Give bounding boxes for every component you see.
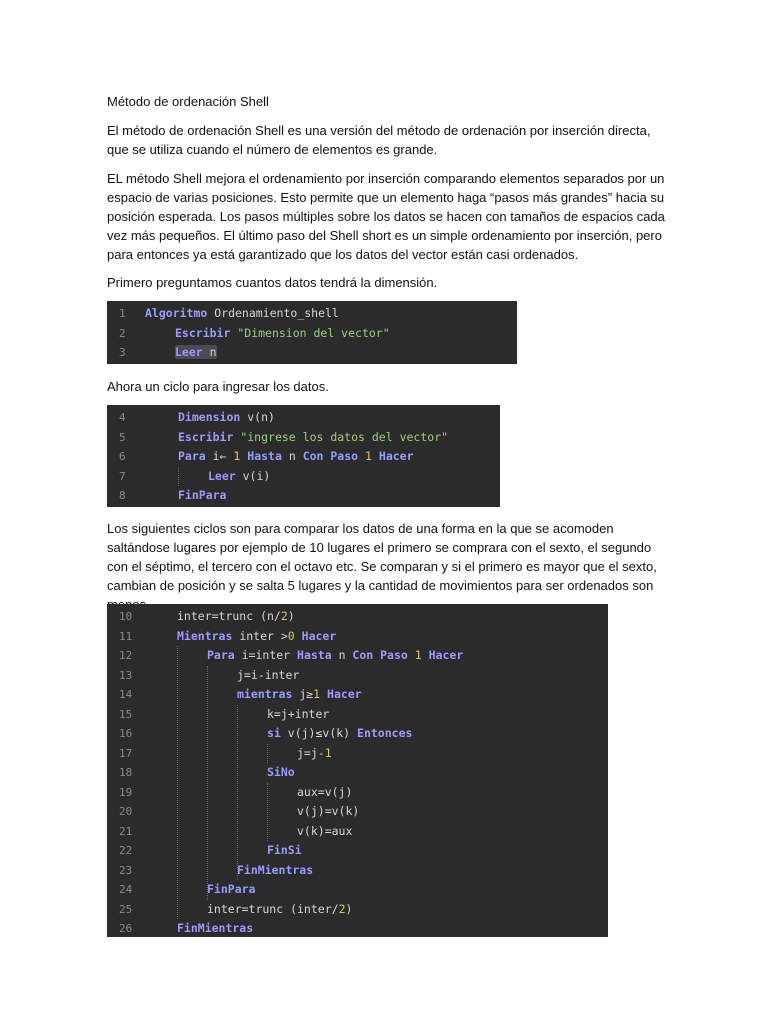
code-line (107, 324, 517, 344)
line-number: 19 (119, 785, 133, 799)
code-line (107, 880, 608, 900)
code-line (107, 627, 608, 647)
code-line (107, 447, 500, 467)
code-line (107, 802, 608, 822)
code-text: v(j)=v(k) (297, 804, 360, 818)
code-line (107, 900, 608, 920)
paragraph-first-step: Primero preguntamos cuantos datos tendrá la dimensión. (107, 275, 438, 290)
code-line (107, 428, 500, 448)
code-line (107, 467, 500, 487)
paragraph-comparison: Los siguientes ciclos son para comparar los datos de una forma en la que se acomoden saltándose lugares por ejemplo de 10 lugares el primero se comprara con el sexto, el segundo con el séptimo, el tercero con el octavo etc. Se comparan y si el primero es mayor que el sexto, cambian de posición y se salta 5 lugares y la cantidad de movimientos para ser ordenados son (107, 521, 657, 593)
line-number: 10 (119, 610, 133, 623)
code-text: FinSi (267, 843, 302, 857)
code-block-3 (107, 604, 608, 937)
code-line (107, 705, 608, 725)
line-number: 3 (119, 346, 126, 359)
code-line (107, 607, 608, 627)
line-number: 5 (119, 430, 126, 444)
line-number: 18 (119, 766, 133, 779)
code-text: j=i-inter (237, 667, 300, 682)
line-number: 16 (119, 727, 133, 740)
code-text: FinPara (178, 488, 227, 502)
code-text: Para i← 1 Hasta n Con Paso 1 Hacer (178, 449, 414, 463)
line-number: 11 (119, 629, 133, 643)
paragraph-description: EL método Shell mejora el ordenamiento por inserción comparando elementos separados por un espacio de varias posiciones. Esto permite que un elemento haga “pasos más grandes” hacia su posición esperada. Los pasos múltiples sobre los datos se hacen con tamaños de espacios cada vez más pequeños. El último paso del Shell short es un simple ordenamiento por inserción, pero para entonces ya está garantizado que los datos del vector están casi ordenados. (107, 171, 665, 262)
code-line (107, 408, 500, 428)
code-line (107, 685, 608, 705)
code-text: FinPara (207, 882, 256, 896)
code-line (107, 919, 608, 939)
code-text: Escribir "ingrese los datos del vector" (178, 429, 449, 444)
code-text: Escribir "Dimension del vector" (175, 325, 390, 340)
code-text: Algoritmo Ordenamiento_shell (145, 306, 339, 320)
line-number: 23 (119, 863, 133, 877)
code-text: si v(j)≤v(k) Entonces (267, 726, 413, 740)
code-text: Leer v(i) (208, 468, 271, 483)
code-line (107, 822, 608, 842)
code-line (107, 724, 608, 744)
code-line (107, 343, 517, 363)
line-number: 21 (119, 824, 133, 838)
code-line (107, 861, 608, 881)
line-number: 15 (119, 707, 133, 721)
code-text: aux=v(j) (297, 784, 353, 799)
code-text: FinMientras (237, 862, 314, 877)
code-text: mientras j≥1 Hacer (237, 687, 362, 701)
indent-guide (267, 783, 268, 842)
code-line (107, 646, 608, 666)
line-number: 22 (119, 844, 133, 857)
indent-guide (267, 744, 268, 764)
line-number: 6 (119, 450, 126, 463)
code-line (107, 666, 608, 686)
line-number: 25 (119, 902, 133, 916)
line-number: 20 (119, 805, 133, 818)
code-block-2 (107, 405, 500, 507)
code-text: FinMientras (177, 921, 254, 935)
line-number: 4 (119, 411, 126, 424)
code-text: Para i=inter Hasta n Con Paso 1 Hacer (207, 648, 464, 662)
line-number: 2 (119, 326, 126, 340)
code-line (107, 486, 500, 506)
code-text: v(k)=aux (297, 823, 353, 838)
paragraph-intro: El método de ordenación Shell es una versión del método de ordenación por inserción directa, que se utiliza cuando el número de elementos es grande. (107, 123, 651, 157)
line-number: 7 (119, 469, 126, 483)
line-number: 12 (119, 649, 133, 662)
code-text: Mientras inter >0 Hacer (177, 628, 337, 643)
indent-guide (178, 467, 179, 487)
code-text: k=j+inter (267, 706, 330, 721)
line-number: 24 (119, 883, 133, 896)
code-text: SiNo (267, 765, 295, 779)
code-line (107, 744, 608, 764)
line-number: 14 (119, 688, 133, 701)
code-line (107, 304, 517, 324)
code-text: Dimension v(n) (178, 410, 275, 424)
indent-guide (237, 705, 238, 881)
code-block-1 (107, 301, 517, 364)
line-number: 26 (119, 922, 133, 935)
line-number: 13 (119, 668, 133, 682)
code-text: inter=trunc (inter/2) (207, 901, 353, 916)
code-text: Leer n (175, 345, 217, 359)
code-line (107, 841, 608, 861)
line-number: 17 (119, 746, 133, 760)
code-line (107, 783, 608, 803)
document-title: Método de ordenación Shell (107, 94, 269, 109)
code-text: inter=trunc (n/2) (177, 609, 295, 623)
indent-guide (177, 646, 178, 919)
code-text: j=j-1 (297, 745, 332, 760)
line-number: 1 (119, 307, 126, 320)
line-number: 8 (119, 489, 126, 502)
code-line (107, 763, 608, 783)
paragraph-input-loop: Ahora un ciclo para ingresar los datos. (107, 379, 329, 394)
indent-guide (207, 666, 208, 900)
